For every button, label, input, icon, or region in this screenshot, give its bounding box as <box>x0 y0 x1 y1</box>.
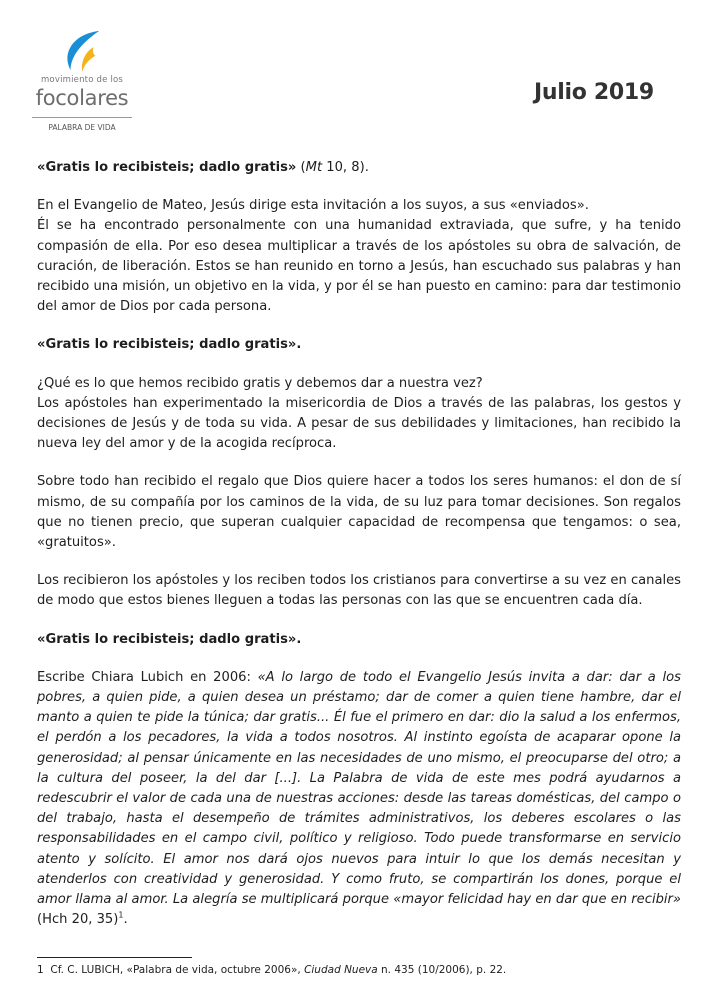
section-heading-3: «Gratis lo recibisteis; dadlo gratis». <box>37 631 302 647</box>
paragraph-4: Los recibieron los apóstoles y los reciben todos los cristianos para convertirse a su vez en canales de modo que estos bienes lleguen a todas las personas con las que se encuentren cada día. <box>37 573 681 609</box>
logo-divider <box>32 117 132 118</box>
logo-subtitle: PALABRA DE VIDA <box>48 123 116 132</box>
verse-quote: «Gratis lo recibisteis; dadlo gratis» <box>37 160 297 175</box>
paragraph-5 <box>37 668 681 931</box>
paragraph-1: Él se ha encontrado personalmente con una humanidad extraviada, que sufre, y ha tenido compasión de ella. Por eso desea multiplicar a través de los apóstoles su obra de salvación, de curación, de liberación. Estos se han reunido en torno a Jesús, han escuchado sus palabras y han recibido una misión, un objetivo en la vida, y por él se han puesto en camino: para dar testimonio del amor de Dios por cada persona. <box>37 218 681 315</box>
logo-tagline: movimiento de los <box>40 75 124 85</box>
verse-ref-open: ( <box>296 160 306 175</box>
paragraph-1-line1: En el Evangelio de Mateo, Jesús dirige esta invitación a los suyos, a sus «enviados». <box>37 198 589 214</box>
footnote-italic: Ciudad Nueva <box>304 963 378 976</box>
verse-ref-book: Mt <box>305 160 323 175</box>
issue-date: Julio 2019 <box>534 80 654 105</box>
logo-name: focolares <box>35 86 129 110</box>
paragraph-3: Sobre todo han recibido el regalo que Dios quiere hacer a todos los seres humanos: el don de sí mismo, de su compañía por los caminos de la vida, de su luz para tomar decisiones. Son regalos que no tienen precio, que superan cualquier capacidad de recompensa que tengamos: o sea, «gratuitos». <box>37 474 681 551</box>
lubich-quote: «A lo largo de todo el Evangelio Jesús invita a dar: dar a los pobres, a quien pide, a quien desea un préstamo; dar de comer a quien tiene hambre, dar el manto a quien te pide la túnica; dar gratis... Él fue el primero en dar: dio la salud a los enfermos, el perdón a los pecadores, la vida a todos nosotros. Al instinto egoísta de acaparar opone la generosidad; al pensar únicamente en las necesidades de uno mismo, el preocuparse del otro; a la cultura del poseer, la del dar [...]. La Palabra de vida de este mes podrá ayudarnos a redescubrir el valor de cada una de nuestras acciones: desde las tareas domésticas, del campo o del trabajo, hasta el desempeño de trámites administrativos, los deberes escolares o las responsabilidades en el campo civil, político y religioso. Todo puede transformarse en servicio atento y solícito. El amor nos dará ojos nuevos para intuir lo que los demás necesitan y atenderlos con creatividad y generosidad. Y como fruto, se compartirán los dones, porque el amor llama al amor. La alegría se multiplicará porque «mayor felicidad hay en dar que en recibir» <box>37 669 681 908</box>
paragraph-2: Los apóstoles han experimentado la misericordia de Dios a través de las palabras, los gestos y decisiones de Jesús y de toda su vida. A pesar de sus debilidades y limitaciones, han recibido la nueva ley del amor y de la acogida recíproca. <box>37 395 681 452</box>
focolares-flame-icon <box>60 28 104 74</box>
quote-lead: Escribe Chiara Lubich en 2006: <box>37 669 258 685</box>
footnote-number: 1 <box>37 963 44 976</box>
section-heading-2: «Gratis lo recibisteis; dadlo gratis». <box>37 337 302 353</box>
intro-verse <box>37 158 681 178</box>
page-header <box>0 0 720 150</box>
paragraph-2-line1: ¿Qué es lo que hemos recibido gratis y debemos dar a nuestra vez? <box>37 375 483 391</box>
footnote-marker[interactable]: 1 <box>118 910 124 920</box>
quote-reference: (Hch 20, 35) <box>37 912 119 928</box>
verse-ref-rest: 10, 8). <box>322 160 369 175</box>
footnote <box>37 963 681 977</box>
footnote-divider <box>37 957 192 958</box>
footnote-text-after: n. 435 (10/2006), p. 22. <box>377 963 507 976</box>
quote-end: . <box>123 912 128 928</box>
footnote-text-before: Cf. C. LUBICH, «Palabra de vida, octubre 2006», <box>43 963 305 976</box>
document-body <box>37 158 681 931</box>
focolares-logo <box>32 28 132 133</box>
